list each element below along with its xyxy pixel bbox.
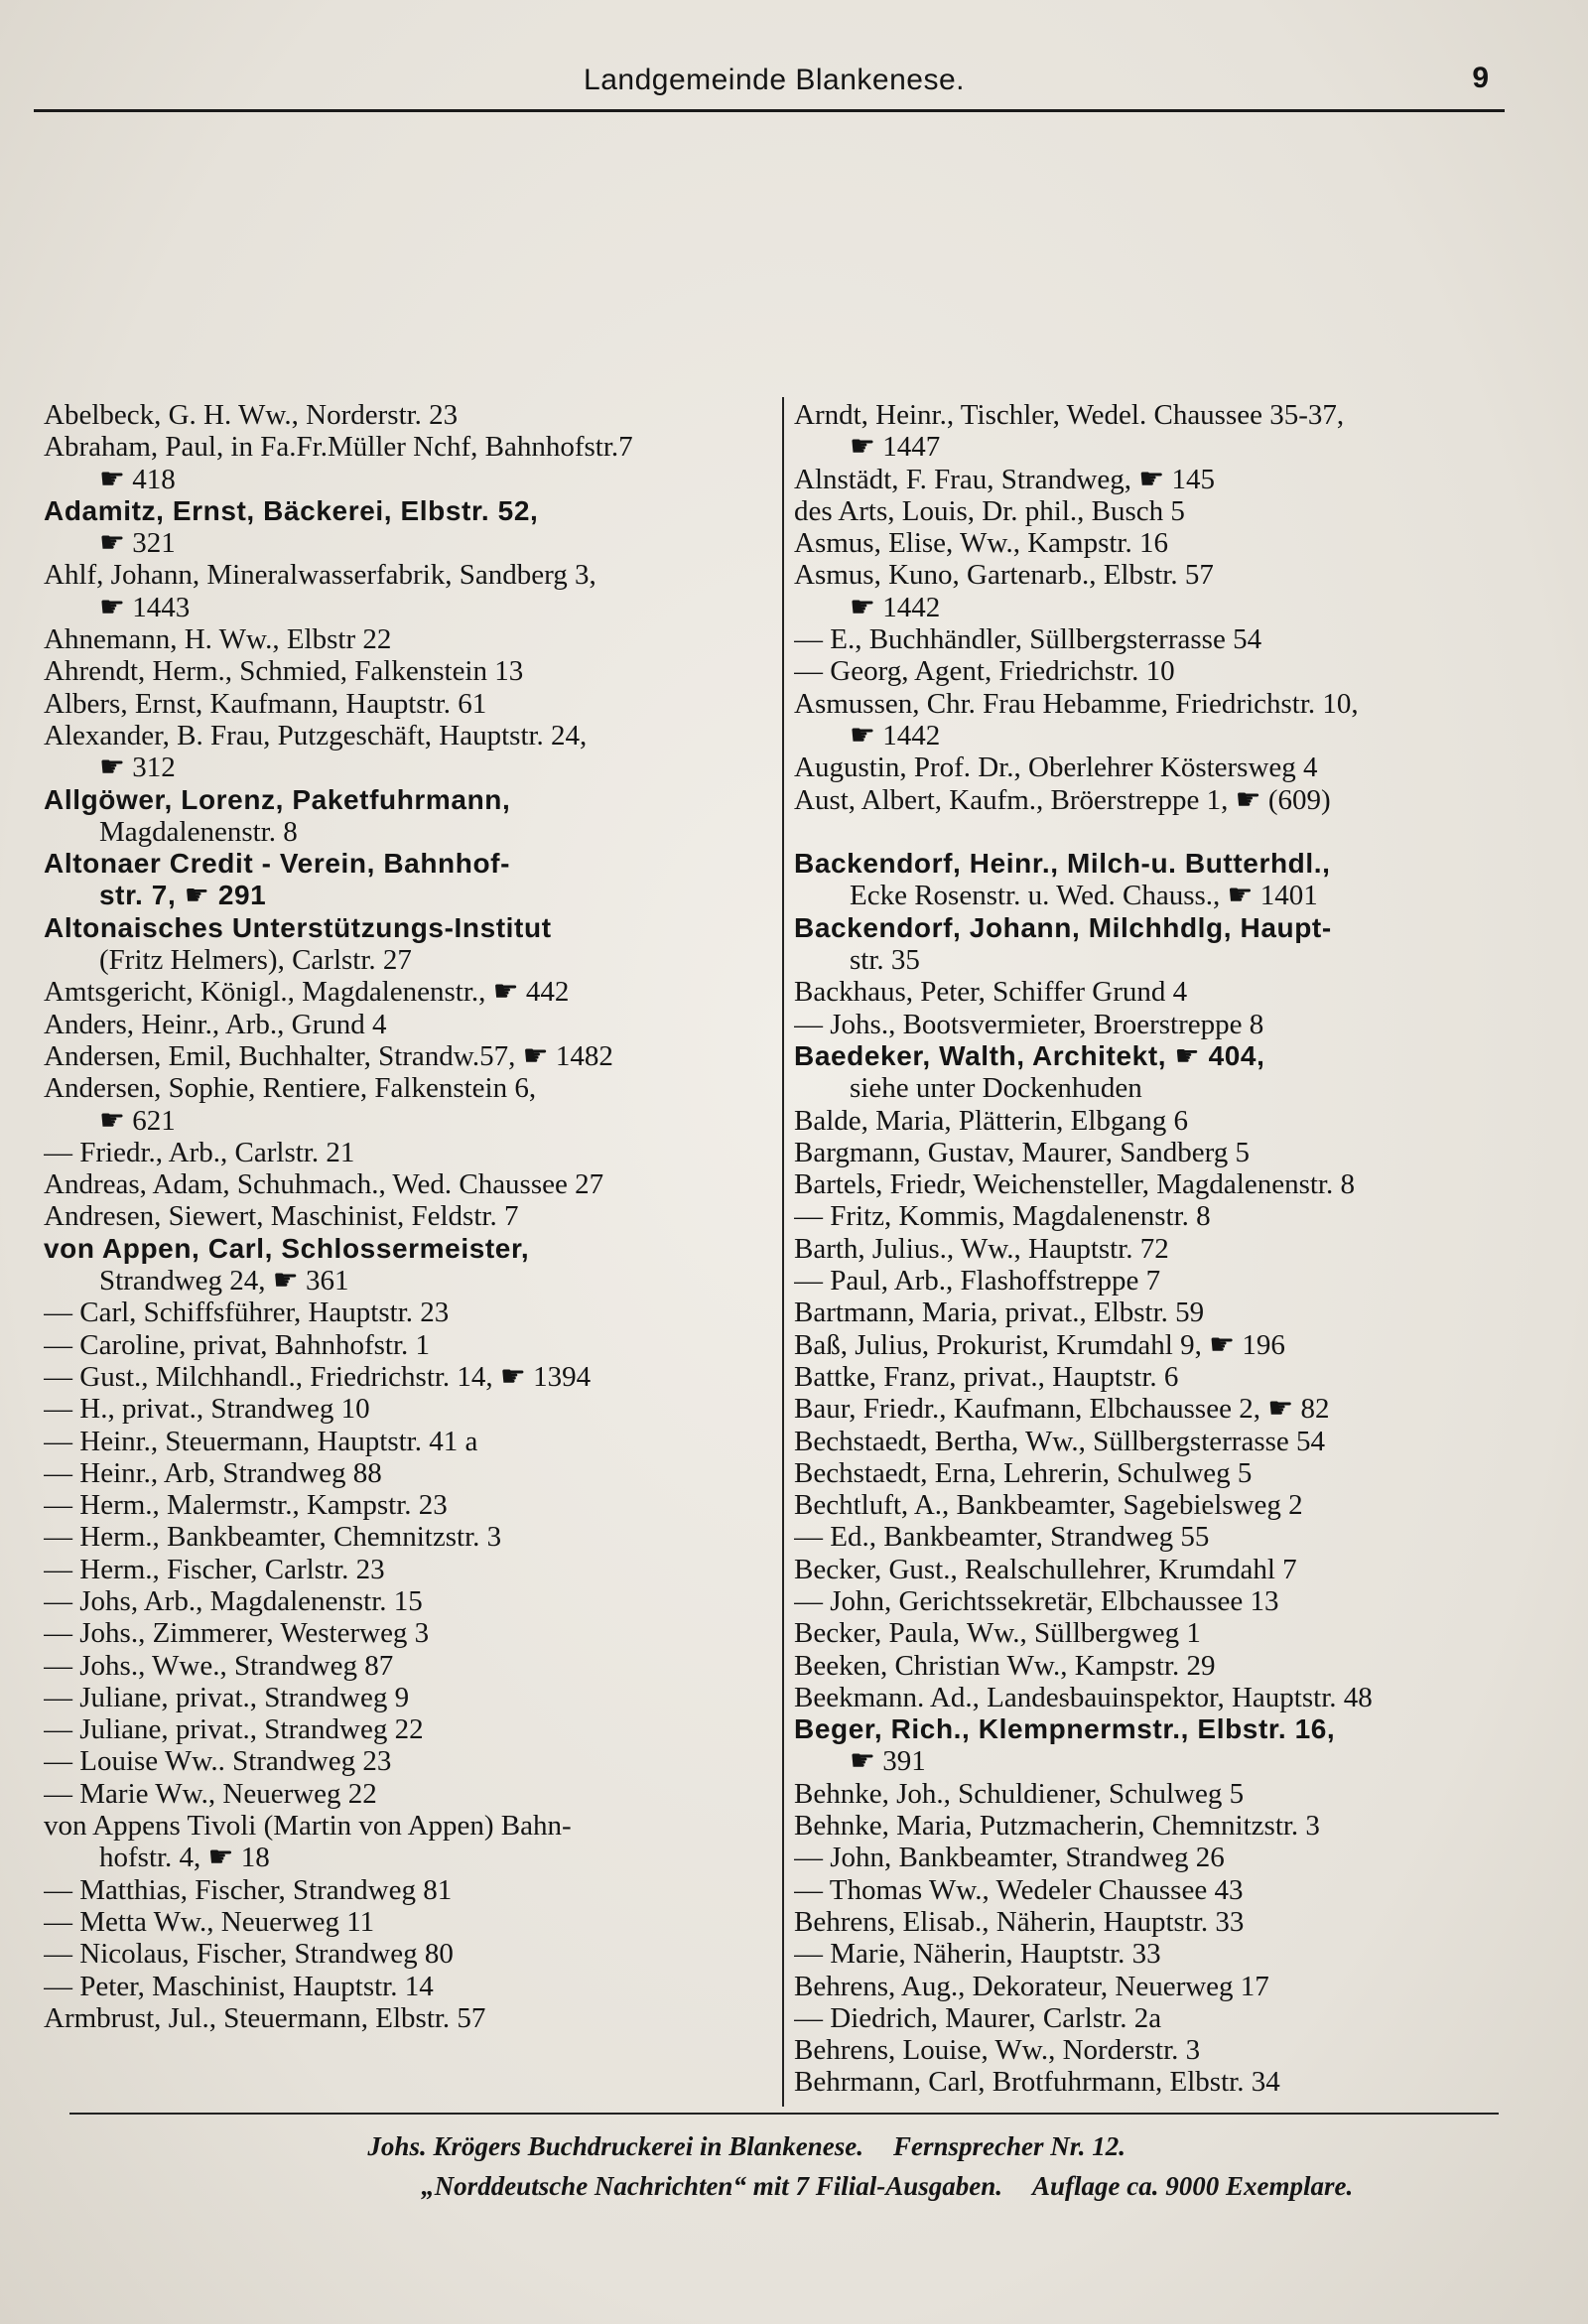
section-gap	[794, 816, 1532, 848]
directory-entry: Andresen, Siewert, Maschinist, Feldstr. 7	[44, 1200, 519, 1233]
directory-entry: ☛ 1442	[850, 719, 941, 752]
directory-entry: Backendorf, Heinr., Milch-u. Butterhdl.,	[794, 848, 1331, 880]
directory-entry: Becker, Gust., Realschullehrer, Krumdahl 7	[794, 1553, 1297, 1585]
directory-entry: Becker, Paula, Ww., Süllbergweg 1	[794, 1617, 1201, 1650]
directory-entry: Bargmann, Gustav, Maurer, Sandberg 5	[794, 1136, 1250, 1168]
directory-entry: hofstr. 4, ☛ 18	[99, 1842, 270, 1874]
directory-entry: Barth, Julius., Ww., Hauptstr. 72	[794, 1232, 1169, 1265]
directory-entry: — Juliane, privat., Strandweg 22	[44, 1713, 424, 1746]
header-divider	[34, 109, 1505, 112]
directory-entry: (Fritz Helmers), Carlstr. 27	[99, 944, 412, 977]
directory-entry: Augustin, Prof. Dr., Oberlehrer Köstersweg 4	[794, 752, 1318, 784]
directory-entry: Ahrendt, Herm., Schmied, Falkenstein 13	[44, 655, 524, 688]
directory-entry: Behrmann, Carl, Brotfuhrmann, Elbstr. 34	[794, 2066, 1280, 2099]
directory-entry: Armbrust, Jul., Steuermann, Elbstr. 57	[44, 2001, 486, 2034]
directory-entry: des Arts, Louis, Dr. phil., Busch 5	[794, 494, 1185, 527]
directory-entry: — Matthias, Fischer, Strandweg 81	[44, 1873, 453, 1906]
directory-entry: Backhaus, Peter, Schiffer Grund 4	[794, 976, 1188, 1009]
directory-entry: Baß, Julius, Prokurist, Krumdahl 9, ☛ 196	[794, 1328, 1285, 1361]
directory-entry: — Louise Ww.. Strandweg 23	[44, 1745, 392, 1778]
directory-entry: — Marie Ww., Neuerweg 22	[44, 1777, 377, 1810]
directory-entry: Asmus, Kuno, Gartenarb., Elbstr. 57	[794, 559, 1214, 592]
directory-entry: Bartels, Friedr, Weichensteller, Magdalenenstr. 8	[794, 1168, 1355, 1201]
directory-entry: — Ed., Bankbeamter, Strandweg 55	[794, 1521, 1210, 1554]
directory-entry: Alnstädt, F. Frau, Strandweg, ☛ 145	[794, 463, 1216, 495]
directory-entry: Ahnemann, H. Ww., Elbstr 22	[44, 623, 392, 656]
directory-entry: — Johs., Bootsvermieter, Broerstreppe 8	[794, 1008, 1264, 1040]
footer-line-1	[69, 2126, 1538, 2166]
directory-entry: — Thomas Ww., Wedeler Chaussee 43	[794, 1873, 1244, 1906]
directory-entry: — Gust., Milchhandl., Friedrichstr. 14, ☛ 1394	[44, 1360, 592, 1393]
directory-entry: — John, Gerichtssekretär, Elbchaussee 13	[794, 1584, 1279, 1617]
directory-entry: — Peter, Maschinist, Hauptstr. 14	[44, 1970, 434, 2002]
directory-entry: Bartmann, Maria, privat., Elbstr. 59	[794, 1297, 1205, 1329]
directory-entry: — Johs., Wwe., Strandweg 87	[44, 1649, 394, 1682]
directory-entry: — John, Bankbeamter, Strandweg 26	[794, 1842, 1225, 1874]
telephone-number: Fernsprecher Nr. 12.	[893, 2131, 1126, 2161]
directory-entry: ☛ 621	[99, 1104, 176, 1137]
directory-entry: ☛ 391	[850, 1745, 926, 1778]
directory-entry: Ahlf, Johann, Mineralwasserfabrik, Sandberg 3,	[44, 559, 596, 592]
directory-entry: — Diedrich, Maurer, Carlstr. 2a	[794, 2001, 1162, 2034]
directory-entry: Behnke, Maria, Putzmacherin, Chemnitzstr. 3	[794, 1810, 1320, 1843]
column-divider	[782, 397, 784, 2107]
page-number: 9	[1472, 62, 1489, 94]
directory-entry: Anders, Heinr., Arb., Grund 4	[44, 1008, 387, 1040]
directory-entry: Beekmann. Ad., Landesbauinspektor, Hauptstr. 48	[794, 1681, 1373, 1713]
printer-credit: Johs. Krögers Buchdruckerei in Blankenese.	[367, 2131, 863, 2161]
directory-entry: Abelbeck, G. H. Ww., Norderstr. 23	[44, 399, 459, 431]
directory-entry: — Fritz, Kommis, Magdalenenstr. 8	[794, 1200, 1211, 1233]
left-column	[44, 399, 780, 2034]
directory-entry: Andreas, Adam, Schuhmach., Wed. Chaussee 27	[44, 1168, 604, 1201]
directory-entry: Ecke Rosenstr. u. Wed. Chauss., ☛ 1401	[850, 880, 1318, 912]
newspaper-credit: „Norddeutsche Nachrichten“ mit 7 Filial-Ausgaben.	[421, 2171, 1002, 2201]
page-footer	[69, 2126, 1538, 2206]
directory-entry: — E., Buchhändler, Süllbergsterrasse 54	[794, 623, 1262, 656]
directory-entry: Asmus, Elise, Ww., Kampstr. 16	[794, 527, 1168, 560]
directory-entry: Allgöwer, Lorenz, Paketfuhrmann,	[44, 783, 511, 815]
directory-entry: — Marie, Näherin, Hauptstr. 33	[794, 1938, 1161, 1971]
directory-entry: — Heinr., Steuermann, Hauptstr. 41 a	[44, 1425, 478, 1457]
directory-entry: ☛ 321	[99, 527, 176, 560]
directory-entry: str. 35	[850, 944, 920, 977]
directory-entry: Behnke, Joh., Schuldiener, Schulweg 5	[794, 1777, 1245, 1810]
directory-entry: — Johs, Arb., Magdalenenstr. 15	[44, 1584, 423, 1617]
directory-entry: Bechtluft, A., Bankbeamter, Sagebielsweg 2	[794, 1489, 1303, 1522]
directory-entry: — Nicolaus, Fischer, Strandweg 80	[44, 1938, 454, 1971]
directory-entry: Battke, Franz, privat., Hauptstr. 6	[794, 1360, 1179, 1393]
directory-entry: — H., privat., Strandweg 10	[44, 1393, 370, 1426]
directory-entry: Amtsgericht, Königl., Magdalenenstr., ☛ 442	[44, 976, 570, 1009]
directory-entry: Andersen, Emil, Buchhalter, Strandw.57, ☛ 1482	[44, 1039, 613, 1072]
directory-entry: ☛ 312	[99, 752, 176, 784]
directory-entry: — Friedr., Arb., Carlstr. 21	[44, 1136, 355, 1168]
directory-entry: Behrens, Louise, Ww., Norderstr. 3	[794, 2034, 1201, 2067]
directory-entry: — Caroline, privat, Bahnhofstr. 1	[44, 1328, 431, 1361]
directory-entry: Backendorf, Johann, Milchhdlg, Haupt-	[794, 911, 1332, 943]
footer-line-2	[69, 2166, 1538, 2206]
directory-entry: — Johs., Zimmerer, Westerweg 3	[44, 1617, 430, 1650]
directory-entry: Altonaer Credit - Verein, Bahnhof-	[44, 848, 510, 880]
directory-entry: Behrens, Aug., Dekorateur, Neuerweg 17	[794, 1970, 1269, 2002]
directory-entry: Balde, Maria, Plätterin, Elbgang 6	[794, 1104, 1189, 1137]
directory-entry: Albers, Ernst, Kaufmann, Hauptstr. 61	[44, 687, 487, 720]
directory-entry: Arndt, Heinr., Tischler, Wedel. Chaussee 35-37,	[794, 399, 1345, 431]
directory-entry: — Herm., Bankbeamter, Chemnitzstr. 3	[44, 1521, 502, 1554]
directory-entry: ☛ 1443	[99, 591, 191, 623]
directory-entry: Magdalenenstr. 8	[99, 815, 298, 848]
right-column	[794, 399, 1532, 2099]
directory-entry: — Juliane, privat., Strandweg 9	[44, 1681, 410, 1713]
directory-entry: — Herm., Fischer, Carlstr. 23	[44, 1553, 385, 1585]
directory-entry: Asmussen, Chr. Frau Hebamme, Friedrichstr. 10,	[794, 687, 1359, 720]
directory-entry: — Paul, Arb., Flashoffstreppe 7	[794, 1265, 1161, 1298]
directory-entry: Beeken, Christian Ww., Kampstr. 29	[794, 1649, 1216, 1682]
directory-entry: von Appens Tivoli (Martin von Appen) Bahn-	[44, 1810, 572, 1843]
directory-entry: Adamitz, Ernst, Bäckerei, Elbstr. 52,	[44, 494, 539, 526]
directory-entry: str. 7, ☛ 291	[99, 880, 267, 911]
footer-divider	[69, 2113, 1499, 2115]
directory-entry: Behrens, Elisab., Näherin, Hauptstr. 33	[794, 1905, 1245, 1938]
directory-entry: Baur, Friedr., Kaufmann, Elbchaussee 2, ☛ 82	[794, 1393, 1330, 1426]
directory-entry: von Appen, Carl, Schlossermeister,	[44, 1232, 530, 1264]
directory-entry: Bechstaedt, Bertha, Ww., Süllbergsterrasse 54	[794, 1425, 1326, 1457]
directory-entry: Abraham, Paul, in Fa.Fr.Müller Nchf, Bahnhofstr.7	[44, 431, 633, 464]
page-header	[40, 62, 1509, 109]
directory-entry: ☛ 1442	[850, 591, 941, 623]
directory-entry: ☛ 418	[99, 463, 176, 495]
directory-entry: Strandweg 24, ☛ 361	[99, 1265, 349, 1298]
directory-entry: — Metta Ww., Neuerweg 11	[44, 1905, 375, 1938]
directory-entry: ☛ 1447	[850, 431, 941, 464]
directory-entry: — Carl, Schiffsführer, Hauptstr. 23	[44, 1297, 450, 1329]
directory-entry: — Georg, Agent, Friedrichstr. 10	[794, 655, 1175, 688]
page-title: Landgemeinde Blankenese.	[584, 64, 965, 96]
directory-entry: — Herm., Malermstr., Kampstr. 23	[44, 1489, 448, 1522]
directory-entry: siehe unter Dockenhuden	[850, 1072, 1142, 1105]
directory-entry: Baedeker, Walth, Architekt, ☛ 404,	[794, 1039, 1265, 1071]
directory-entry: Aust, Albert, Kaufm., Bröerstreppe 1, ☛ (609)	[794, 783, 1331, 816]
directory-entry: Altonaisches Unterstützungs-Institut	[44, 911, 552, 943]
circulation-note: Auflage ca. 9000 Exemplare.	[1032, 2171, 1354, 2201]
directory-entry: Beger, Rich., Klempnermstr., Elbstr. 16,	[794, 1713, 1336, 1745]
directory-entry: Andersen, Sophie, Rentiere, Falkenstein 6,	[44, 1072, 537, 1105]
directory-entry: Bechstaedt, Erna, Lehrerin, Schulweg 5	[794, 1456, 1253, 1489]
directory-entry: Alexander, B. Frau, Putzgeschäft, Hauptstr. 24,	[44, 719, 588, 752]
directory-entry: — Heinr., Arb, Strandweg 88	[44, 1456, 382, 1489]
